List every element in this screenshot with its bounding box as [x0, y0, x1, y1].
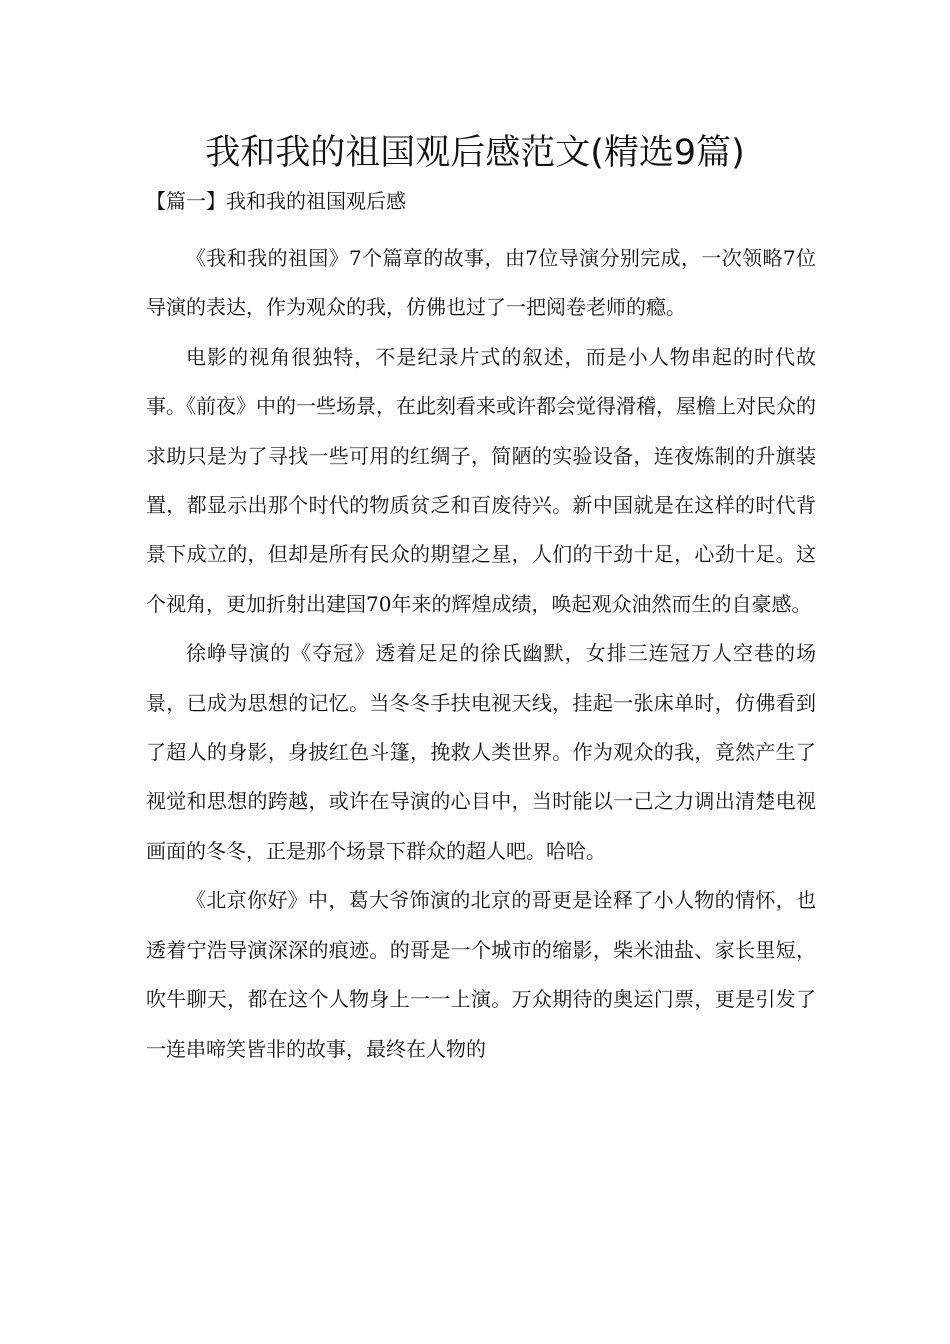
document-title: 我和我的祖国观后感范文(精选9篇) [205, 133, 745, 173]
paragraph-1: 《我和我的祖国》7个篇章的故事，由7位导演分别完成，一次领略7位导演的表达，作为观众的我，仿佛也过了一把阅卷老师的瘾。 [146, 246, 816, 320]
section-heading: 【篇一】我和我的祖国观后感 [146, 189, 406, 213]
paragraph-2: 电影的视角很独特，不是纪录片式的叙述，而是小人物串起的时代故事。《前夜》中的一些场景，在此刻看来或许都会觉得滑稽，屋檐上对民众的求助只是为了寻找一些可用的红绸子，简陋的实验设备，连夜炼制的升旗装置，都显示出那个时代的物质贫乏和百废待兴。新中国就是在这样的时代背景下成立的，但却是所有民众的期望之星，人们的干劲十足，心劲十足。这个视角，更加折射出建国70年来的辉煌成绩，唤起观众油然而生的自豪感。 [146, 344, 816, 616]
document-body [146, 234, 816, 1074]
paragraph-3: 徐峥导演的《夺冠》透着足足的徐氏幽默，女排三连冠万人空巷的场景，已成为思想的记忆。当冬冬手扶电视天线，挂起一张床单时，仿佛看到了超人的身影，身披红色斗篷，挽救人类世界。作为观众的我，竟然产生了视觉和思想的跨越，或许在导演的心目中，当时能以一己之力调出清楚电视画面的冬冬，正是那个场景下群众的超人吧。哈哈。 [146, 641, 816, 863]
paragraph-4: 《北京你好》中，葛大爷饰演的北京的哥更是诠释了小人物的情怀，也透着宁浩导演深深的痕迹。的哥是一个城市的缩影，柴米油盐、家长里短，吹牛聊天，都在这个人物身上一一上演。万众期待的奥运门票，更是引发了一连串啼笑皆非的故事，最终在人物的 [146, 888, 816, 1061]
